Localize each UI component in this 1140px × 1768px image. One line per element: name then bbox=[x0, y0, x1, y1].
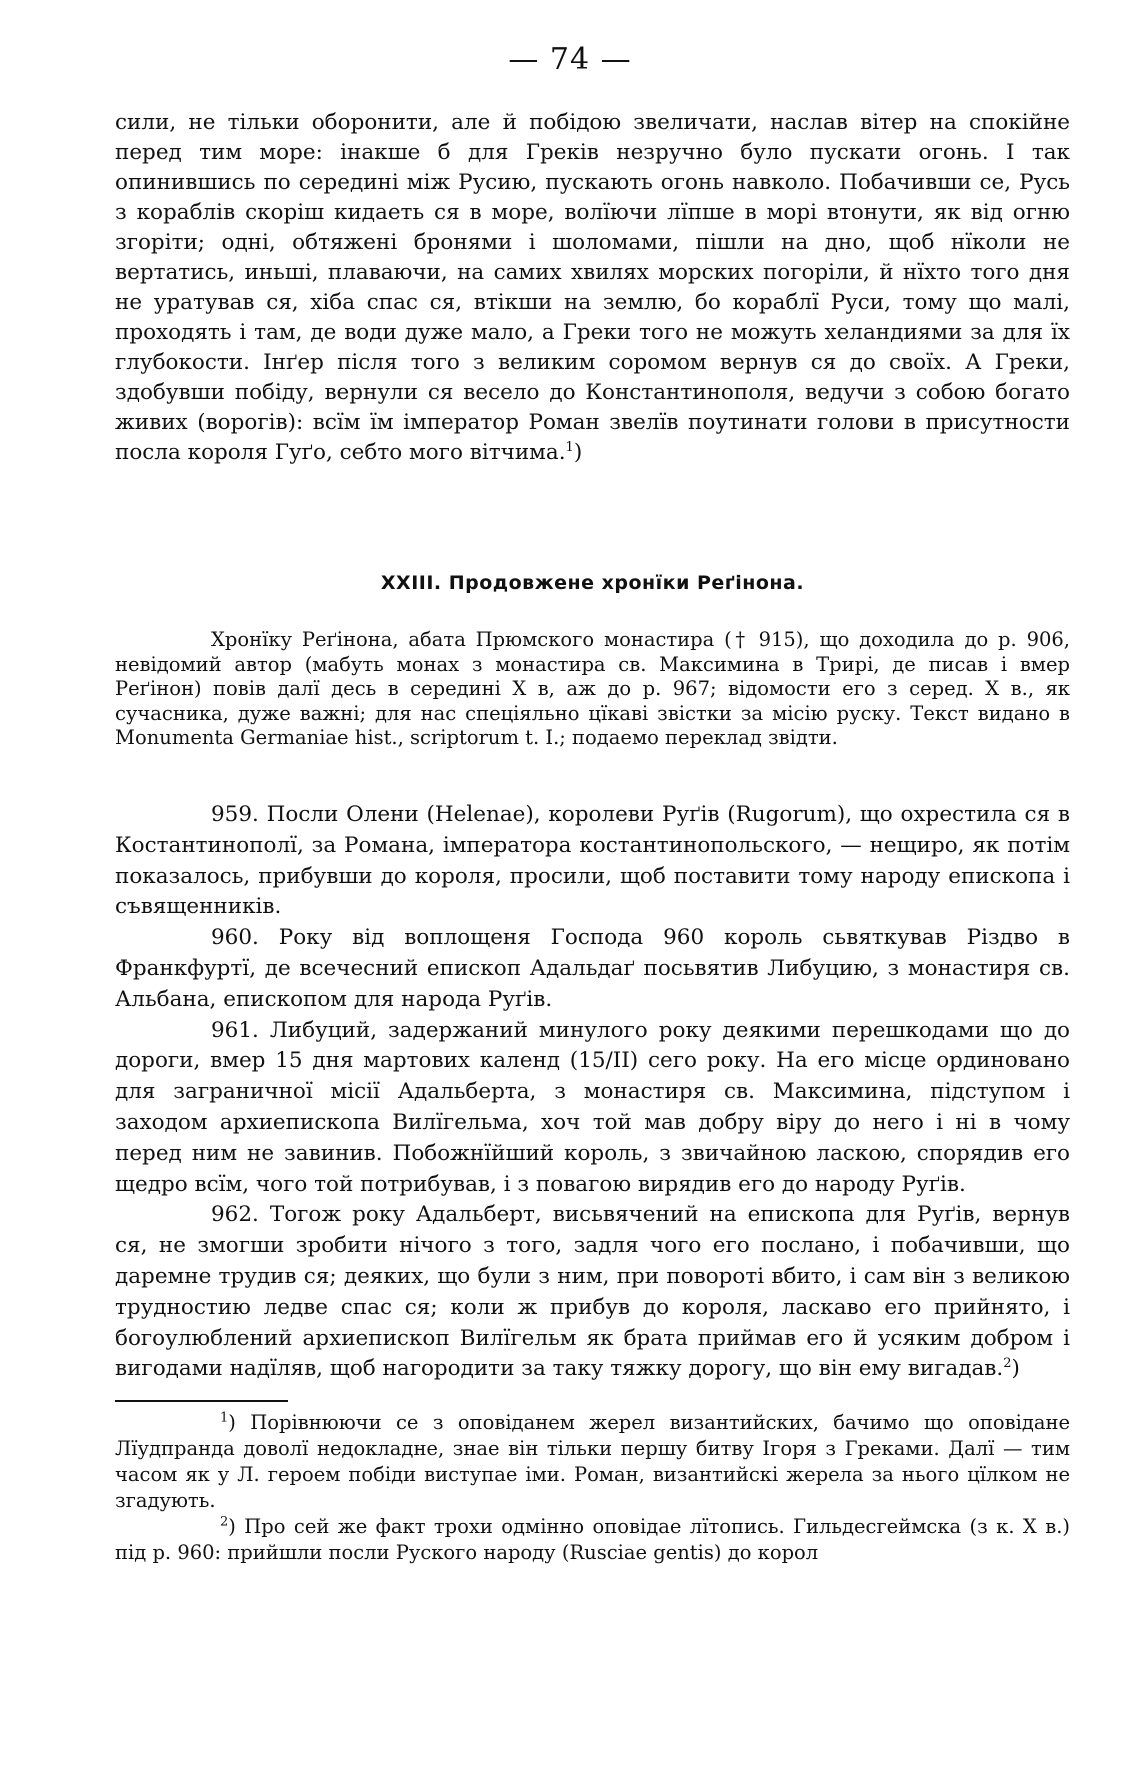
opening-paragraph bbox=[115, 108, 1070, 468]
chronicle-entry-959: 959. Посли Олени (Helenae), королеви Руґів (Rugorum), що охрестила ся в Костантинополї, за Романа, імператора костантинопольского, — нещиро, як потім показалось, прибувши до короля, просили, щоб поставити тому народу епископа і съвященників. bbox=[115, 802, 1070, 920]
footnote-2 bbox=[115, 1514, 1070, 1566]
footnote-reference-close: ) bbox=[1011, 1356, 1020, 1382]
footnote-2-mark: 2 bbox=[220, 1514, 229, 1530]
chronicle-entry-961: 961. Либуций, задержаний минулого року деякими перешкодами що до дороги, вмер 15 дня мартових календ (15/II) сего року. На его місце ординовано для заграничної місії Адальберта, з монастиря св. Максимина, підступом і заходом архиепископа Вилїгельма, хоч той мав добру віру до него і ні в чому перед ним не завинив. Побожнїйший король, з звичайною ласкою, спорядив его щедро всїм, чого той потрибував, і з повагою вирядив его до народу Руґів. bbox=[115, 1017, 1070, 1197]
chronicle-entries bbox=[115, 800, 1070, 1385]
footnote-2-text: ) Про сей же факт трохи одмінно оповідае лїтопись. Гильдесгеймска (з к. Х в.) під р. 960: прийшли посли Руского народу (Rusciae gentis) до корол bbox=[115, 1515, 1070, 1564]
chronicle-entry-960: 960. Року від воплощеня Господа 960 король сьвяткував Різдво в Франкфуртї, де всечесний епископ Адальдаґ посьвятив Либуцию, з монастиря св. Альбана, епископом для народа Руґів. bbox=[115, 925, 1070, 1012]
footnote-1 bbox=[115, 1410, 1070, 1514]
footnote-reference-1: 1 bbox=[565, 439, 574, 455]
footnote-reference-2: 2 bbox=[1003, 1356, 1012, 1372]
chronicle-entry-962-text: 962. Тогож року Адальберт, висьвячений на епископа для Руґів, вернув ся, не змогши зробити нічого з того, задля чого его послано, і побачивши, що даремне трудив ся; деяких, що були з ним, при повороті вбито, і сам він з великою трудностию ледве спас ся; коли ж прибув до короля, ласкаво его прийнято, і богоулюблений архиепископ Вилїгельм як брата приймав его й усяким добром і вигодами надїляв, щоб нагородити за таку тяжку дорогу, що він ему вигадав. bbox=[115, 1202, 1070, 1382]
footnote-1-text: ) Порівнюючи се з оповіданем жерел византийских, бачимо що оповідане Лїудпранда доволї недокладне, знае він тільки першу битву Ігоря з Греками. Далї — тим часом як у Л. героем побіди виступае іми. Роман, византийскі жерела за нього цїлком не згадують. bbox=[115, 1411, 1070, 1512]
opening-text-block bbox=[115, 108, 1070, 468]
chronicle-entry-962 bbox=[115, 1200, 1070, 1385]
page-number: — 74 — bbox=[508, 42, 632, 77]
footnotes bbox=[115, 1410, 1070, 1566]
footnote-reference-close: ) bbox=[573, 440, 583, 465]
section-introduction bbox=[115, 628, 1070, 751]
footnote-divider bbox=[115, 1400, 288, 1402]
footnote-1-mark: 1 bbox=[220, 1410, 229, 1426]
section-heading: XXIII. Продовжене хронїки Реґінона. bbox=[380, 572, 805, 594]
introduction-paragraph: Хронїку Реґінона, абата Прюмского монастира († 915), що доходила до р. 906, невідомий автор (мабуть монах з монастира св. Максимина в Трирі, де писав і вмер Реґінон) повів далї десь в середині Х в, аж до р. 967; відомости его з серед. Х в., як сучасника, дуже важні; для нас спеціяльно цїкаві звістки за місію руску. Текст видано в Monumenta Germaniae hist., scriptorum t. I.; подаемо переклад звідти. bbox=[115, 628, 1070, 749]
opening-paragraph-text: сили, не тільки оборонити, але й побідою звеличати, наслав вітер на спокійне перед тим море: інакше б для Греків незручно було пускати огонь. І так опинившись по середині між Русию, пускають огонь навколо. Побачивши се, Русь з кораблів скоріш кидаеть ся в море, волїючи лїпше в морі втонути, як від огню згоріти; одні, обтяжені бронями і шоломами, пішли на дно, щоб нїколи не вертатись, иньші, плаваючи, на самих хвилях морских погоріли, й нїхто того дня не уратував ся, хіба спас ся, втікши на землю, бо кораблї Руси, тому що малі, проходять і там, де води дуже мало, а Греки того не можуть хеландиями за для їх глубокости. Інґер після того з великим соромом вернув ся до своїх. А Греки, здобувши побіду, вернули ся весело до Константинополя, ведучи з собою богато живих (ворогів): всїм їм імператор Роман звелїв поутинати голови в присутности посла короля Гуґо, себто мого вітчима. bbox=[115, 110, 1070, 465]
